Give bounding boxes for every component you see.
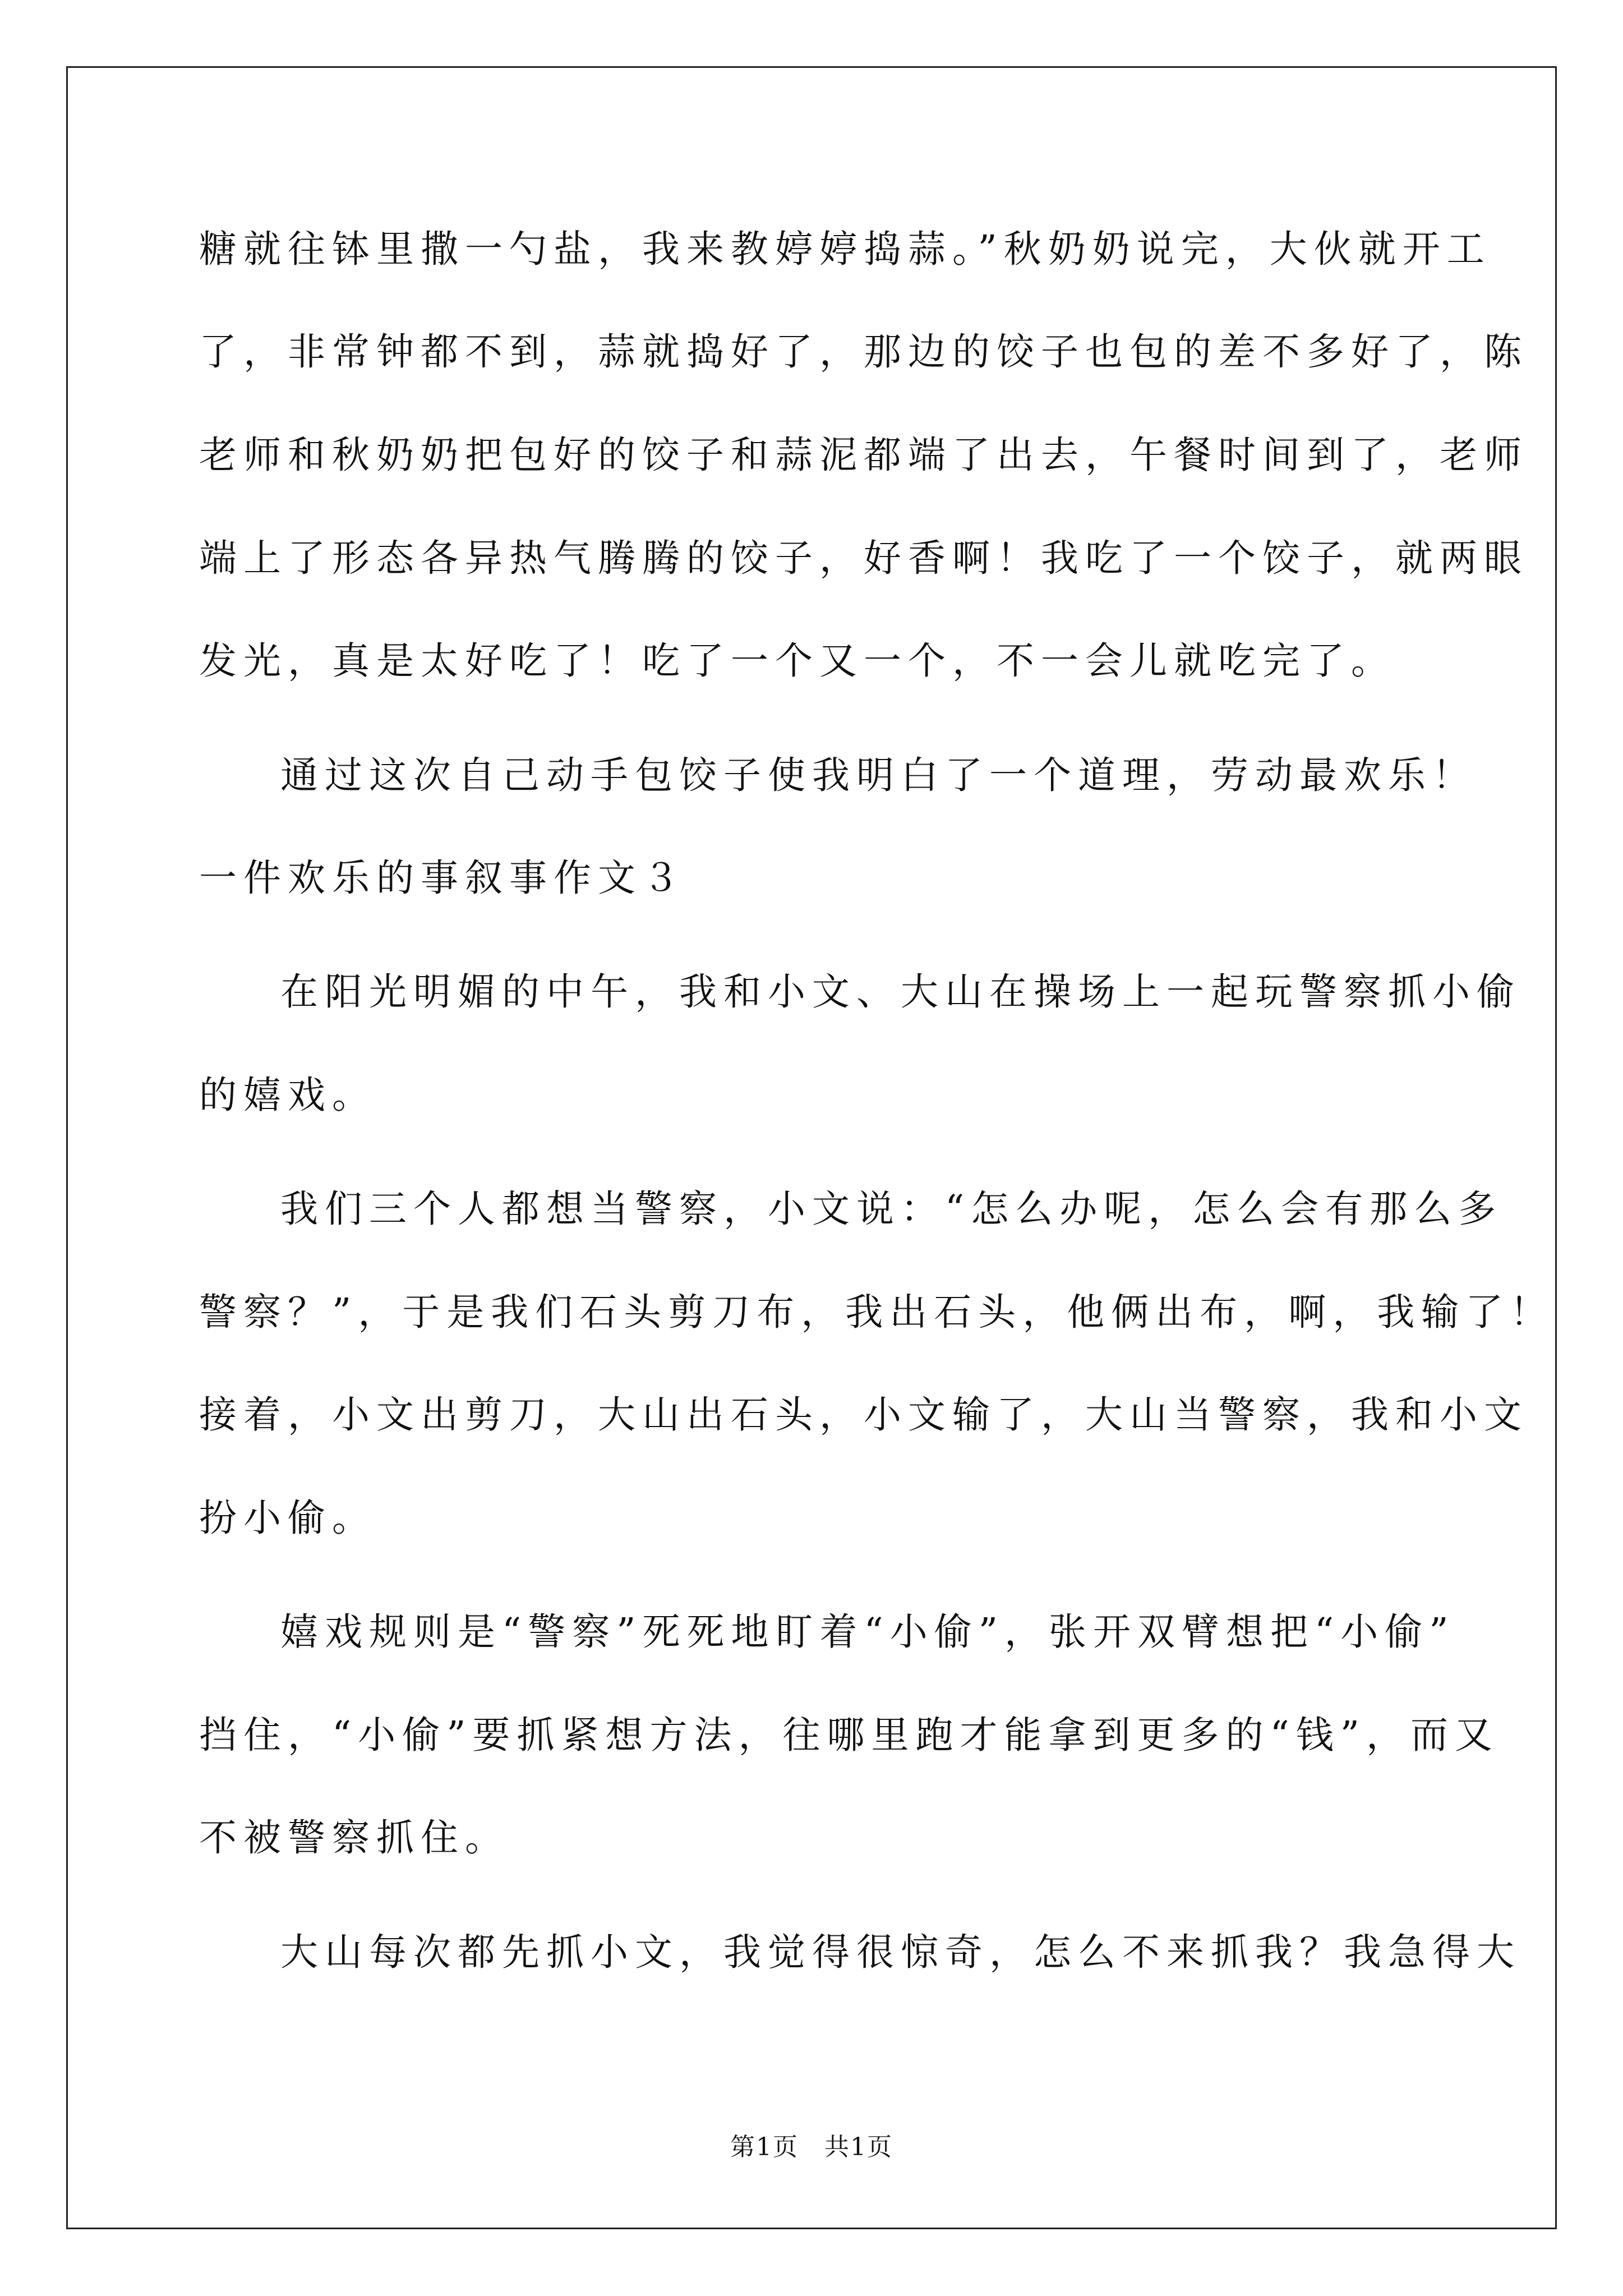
paragraph-line: 大山每次都先抓小文，我觉得很惊奇，怎么不来抓我？我急得大 xyxy=(280,1930,1521,1974)
page-border xyxy=(66,66,1557,2229)
paragraph-line: 接着，小文出剪刀，大山出石头，小文输了，大山当警察，我和小文 xyxy=(199,1393,1528,1437)
paragraph-line: 发光，真是太好吃了！吃了一个又一个，不一会儿就吃完了。 xyxy=(199,639,1395,683)
page-footer: 第1页 共1页 xyxy=(730,2133,893,2161)
paragraph-line: 通过这次自己动手包饺子使我明白了一个道理，劳动最欢乐！ xyxy=(280,753,1477,797)
paragraph-line: 不被警察抓住。 xyxy=(199,1816,509,1860)
paragraph-line: 嬉戏规则是“警察”死死地盯着“小偷”，张开双臂想把“小偷” xyxy=(280,1610,1455,1654)
paragraph-line: 挡住，“小偷”要抓紧想方法，往哪里跑才能拿到更多的“钱”，而又 xyxy=(199,1713,1500,1757)
section-heading: 一件欢乐的事叙事作文３ xyxy=(199,856,686,900)
paragraph-line: 我们三个人都想当警察，小文说：“怎么办呢，怎么会有那么多 xyxy=(280,1187,1503,1231)
paragraph-line: 的嬉戏。 xyxy=(199,1073,376,1117)
paragraph-line: 端上了形态各异热气腾腾的饺子，好香啊！我吃了一个饺子，就两眼 xyxy=(199,536,1528,580)
paragraph-line: 警察？”，于是我们石头剪刀布，我出石头，他俩出布，啊，我输了！ xyxy=(199,1290,1555,1334)
paragraph-line: 了，非常钟都不到，蒜就捣好了，那边的饺子也包的差不多好了，陈 xyxy=(199,330,1528,374)
paragraph-line: 老师和秋奶奶把包好的饺子和蒜泥都端了出去，午餐时间到了，老师 xyxy=(199,433,1528,477)
paragraph-line: 糖就往钵里撒一勺盐，我来教婷婷捣蒜。”秋奶奶说完，大伙就开工 xyxy=(199,227,1491,271)
paragraph-line: 扮小偷。 xyxy=(199,1496,376,1540)
paragraph-line: 在阳光明媚的中午，我和小文、大山在操场上一起玩警察抓小偷 xyxy=(280,970,1521,1014)
